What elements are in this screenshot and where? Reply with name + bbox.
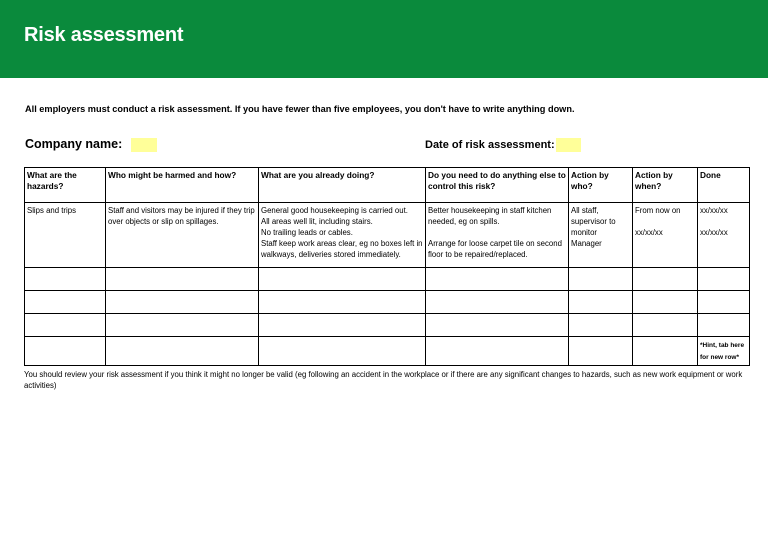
cell-already-doing[interactable] xyxy=(259,203,426,268)
header-action-by-who: Action by who? xyxy=(569,168,633,203)
who-action-line: Manager xyxy=(571,239,602,248)
table-header-row xyxy=(25,168,750,203)
done-line: xx/xx/xx xyxy=(700,228,728,237)
empty-cell[interactable] xyxy=(698,314,750,337)
empty-cell[interactable] xyxy=(569,314,633,337)
empty-cell[interactable] xyxy=(259,268,426,291)
empty-cell[interactable] xyxy=(106,291,259,314)
empty-cell[interactable] xyxy=(259,291,426,314)
header-hazards: What are the hazards? xyxy=(25,168,106,203)
empty-cell[interactable] xyxy=(698,291,750,314)
when-line: From now on xyxy=(635,206,681,215)
header-done: Done xyxy=(698,168,750,203)
date-field[interactable] xyxy=(556,138,581,152)
cell-who-harmed[interactable]: Staff and visitors may be injured if they trip over objects or slip on spillages. xyxy=(106,203,259,268)
header-anything-else: Do you need to do anything else to control this risk? xyxy=(426,168,569,203)
header-banner xyxy=(0,0,768,78)
empty-cell[interactable] xyxy=(569,337,633,366)
new-row-hint: *Hint, tab here for new row* xyxy=(700,342,745,361)
doing-line: All areas well lit, including stairs. xyxy=(261,217,373,226)
table-row xyxy=(25,337,750,366)
empty-cell[interactable] xyxy=(426,291,569,314)
doing-line: Staff keep work areas clear, eg no boxes left in walkways, deliveries stored immediately. xyxy=(261,239,423,259)
cell-anything-else[interactable] xyxy=(426,203,569,268)
cell-action-by-when[interactable] xyxy=(633,203,698,268)
company-name-label: Company name: xyxy=(25,137,123,151)
empty-cell[interactable] xyxy=(569,268,633,291)
empty-cell[interactable] xyxy=(25,291,106,314)
company-name-field[interactable] xyxy=(131,138,157,152)
empty-cell[interactable] xyxy=(25,268,106,291)
empty-cell[interactable] xyxy=(259,314,426,337)
table-row xyxy=(25,291,750,314)
risk-table xyxy=(24,167,750,366)
empty-cell[interactable] xyxy=(25,337,106,366)
page-title: Risk assessment xyxy=(24,24,184,46)
empty-cell[interactable] xyxy=(25,314,106,337)
empty-cell[interactable] xyxy=(106,268,259,291)
table-row xyxy=(25,268,750,291)
hint-cell[interactable] xyxy=(698,337,750,366)
who-action-line: All staff, supervisor to monitor xyxy=(571,206,616,237)
cell-done[interactable] xyxy=(698,203,750,268)
else-line: Better housekeeping in staff kitchen needed, eg on spills. xyxy=(428,206,552,226)
empty-cell[interactable] xyxy=(633,291,698,314)
intro-text: All employers must conduct a risk assessment. If you have fewer than five employees, you don't have to write anything down. xyxy=(25,104,575,114)
review-note: You should review your risk assessment if you think it might no longer be valid (eg following an accident in the workplace or if there are any significant changes to hazards, such as new work equipment or work activities) xyxy=(24,370,743,390)
else-line: Arrange for loose carpet tile on second floor to be repaired/replaced. xyxy=(428,239,562,259)
empty-cell[interactable] xyxy=(259,337,426,366)
empty-cell[interactable] xyxy=(106,314,259,337)
empty-cell[interactable] xyxy=(569,291,633,314)
empty-cell[interactable] xyxy=(633,337,698,366)
table-row xyxy=(25,314,750,337)
done-line: xx/xx/xx xyxy=(700,206,728,215)
doing-line: General good housekeeping is carried out. xyxy=(261,206,408,215)
empty-cell[interactable] xyxy=(106,337,259,366)
doing-line: No trailing leads or cables. xyxy=(261,228,353,237)
cell-hazard[interactable]: Slips and trips xyxy=(25,203,106,268)
empty-cell[interactable] xyxy=(426,314,569,337)
empty-cell[interactable] xyxy=(426,268,569,291)
empty-cell[interactable] xyxy=(633,268,698,291)
cell-action-by-who[interactable] xyxy=(569,203,633,268)
empty-cell[interactable] xyxy=(426,337,569,366)
table-row xyxy=(25,203,750,268)
when-line: xx/xx/xx xyxy=(635,228,663,237)
empty-cell[interactable] xyxy=(633,314,698,337)
empty-cell[interactable] xyxy=(698,268,750,291)
header-already-doing: What are you already doing? xyxy=(259,168,426,203)
header-who-harmed: Who might be harmed and how? xyxy=(106,168,259,203)
header-action-by-when: Action by when? xyxy=(633,168,698,203)
date-label: Date of risk assessment: xyxy=(425,139,555,151)
